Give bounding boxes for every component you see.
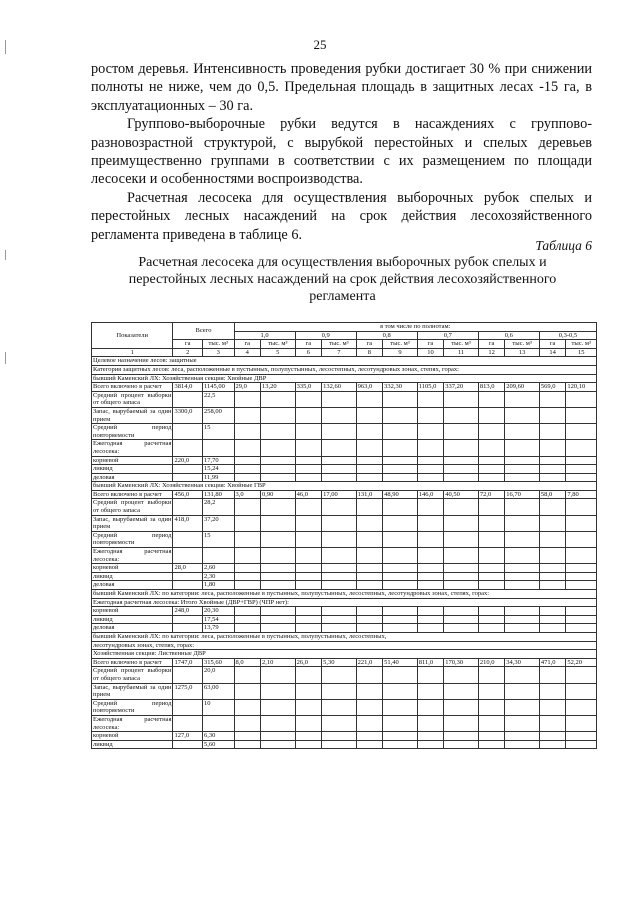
cell: 15: [202, 531, 234, 547]
row-label: Средний процент выборки от общего запаса: [93, 391, 172, 407]
cell: 15,24: [202, 465, 234, 474]
cell: 209,60: [505, 383, 540, 392]
cell: 813,0: [478, 383, 504, 392]
header-unit: га: [478, 340, 504, 349]
cell: 58,0: [539, 490, 565, 499]
table-row: [92, 683, 597, 699]
header-unit: тыс. м³: [202, 340, 234, 349]
table-row: [92, 490, 597, 499]
cell: 37,20: [202, 515, 234, 531]
column-number: 3: [202, 348, 234, 357]
table-row: [92, 615, 597, 624]
row-label: корневой: [92, 607, 173, 616]
cell: 1145,00: [202, 383, 234, 392]
cell: 569,0: [539, 383, 565, 392]
cell: 51,40: [383, 658, 418, 667]
cell: 13,20: [260, 383, 295, 392]
column-number: 14: [539, 348, 565, 357]
header-density: 0,9: [295, 331, 356, 340]
header-unit: тыс. м³: [383, 340, 418, 349]
column-number: 8: [356, 348, 382, 357]
cell: 17,00: [322, 490, 357, 499]
cell: 52,20: [566, 658, 597, 667]
cell: 15: [202, 424, 234, 440]
table-row: [92, 699, 597, 715]
cell: 46,0: [295, 490, 321, 499]
table-row: [92, 473, 597, 482]
header-unit: га: [417, 340, 443, 349]
cell: 3300,0: [173, 407, 203, 423]
column-number: 1: [92, 348, 173, 357]
header-density: 1,0: [234, 331, 295, 340]
table-row: [92, 715, 597, 731]
cell: 132,60: [322, 383, 357, 392]
body-text: [91, 60, 592, 244]
section-heading: Категория защитных лесов: леса, расположенные в пустынных, полупустынных, лесостепных, лесотундровых зонах, степях, горах:: [92, 365, 597, 374]
cell: 5,30: [322, 658, 357, 667]
cell: 11,99: [202, 473, 234, 482]
header-by-density: в том числе по полнотам:: [234, 323, 596, 332]
cell: 34,30: [505, 658, 540, 667]
row-label: Ежегодная расчетная лесосека:: [93, 548, 172, 563]
row-label: Всего включено в расчет: [92, 490, 173, 499]
cell: 3,0: [234, 490, 260, 499]
cell: 16,70: [505, 490, 540, 499]
table-label: Таблица 6: [535, 238, 592, 253]
row-label: корневой: [92, 564, 173, 573]
scan-edge-mark: [5, 250, 6, 260]
row-label: Запас, вырубаемый за один прием: [93, 515, 172, 531]
table-row: [92, 499, 597, 515]
cell: 17,54: [202, 615, 234, 624]
column-number: 4: [234, 348, 260, 357]
header-unit: тыс. м³: [260, 340, 295, 349]
cell: 131,0: [356, 490, 382, 499]
paragraph: Расчетная лесосека для осуществления выборочных рубок спелых и перестойных лесных насаждений на срок действия лесохозяйственного регламента приведена в таблице 6.: [91, 189, 592, 243]
header-unit: тыс. м³: [444, 340, 479, 349]
table-row: [92, 407, 597, 423]
cell: 20,0: [202, 667, 234, 683]
table-title: Расчетная лесосека для осуществления выборочных рубок спелых и перестойных лесных насаждений на срок действия лесохозяйственного регламента: [128, 255, 557, 304]
cell: 131,80: [202, 490, 234, 499]
header-density: 0,6: [478, 331, 539, 340]
table-row: [92, 572, 597, 581]
section-row: [92, 482, 597, 491]
row-label: деловая: [92, 581, 173, 590]
cell: 471,0: [539, 658, 565, 667]
table-row: [92, 465, 597, 474]
row-label: ликвид: [92, 572, 173, 581]
cell: 1,80: [202, 581, 234, 590]
section-heading: Целевое назначение лесов: защитные: [92, 357, 597, 366]
table-row: [92, 624, 597, 633]
cell: 1275,0: [173, 683, 203, 699]
cell: 146,0: [417, 490, 443, 499]
header-unit: га: [173, 340, 203, 349]
cell: [173, 391, 203, 407]
column-number: 15: [566, 348, 597, 357]
row-label: Средний процент выборки от общего запаса: [93, 667, 172, 682]
row-label: корневой: [92, 732, 173, 741]
cell: [173, 424, 203, 440]
cell: 26,0: [295, 658, 321, 667]
cell: 63,00: [202, 683, 234, 699]
cell: 0,90: [260, 490, 295, 499]
cell: 22,5: [202, 391, 234, 407]
row-label: Средний период повторяемости: [93, 424, 172, 439]
column-number: 10: [417, 348, 443, 357]
table-row: [92, 732, 597, 741]
row-label: ликвид: [92, 740, 173, 749]
cell: 40,50: [444, 490, 479, 499]
column-number-row: [92, 348, 597, 357]
table-row: [92, 658, 597, 667]
cell: 6,30: [202, 732, 234, 741]
row-label: Ежегодная расчетная лесосека:: [93, 715, 172, 731]
cell: 72,0: [478, 490, 504, 499]
header-unit: га: [234, 340, 260, 349]
header-total: Всего: [173, 323, 234, 340]
section-row: [92, 374, 597, 383]
cell: 2,30: [202, 572, 234, 581]
cell: 1105,0: [417, 383, 443, 392]
section-row: [92, 650, 597, 659]
section-heading: бывший Каменский ЛХ: Хозяйственная секция: Хвойные ДВР: [92, 374, 597, 383]
section-row: [92, 357, 597, 366]
table-row: [92, 548, 597, 564]
header-density: 0,7: [417, 331, 478, 340]
cell: 17,70: [202, 456, 234, 465]
table-row: [92, 607, 597, 616]
cell: 258,00: [202, 407, 234, 423]
cell: 28,2: [202, 499, 234, 515]
header-unit: тыс. м³: [566, 340, 597, 349]
row-label: ликвид: [92, 615, 173, 624]
paragraph: Группово-выборочные рубки ведутся в насаждениях с группово-разновозрастной структурой, с вырубкой перестойных и спелых деревьев преимущественно группами в соответствии с их размещением по площади лесосеки и особенностями воспроизводства.: [91, 116, 592, 188]
row-label: Ежегодная расчетная лесосека:: [93, 440, 172, 455]
section-row: [92, 641, 597, 650]
section-row: [92, 598, 597, 607]
column-number: 12: [478, 348, 504, 357]
cell: 8,0: [234, 658, 260, 667]
cell: 5,60: [202, 740, 234, 749]
cell: 48,90: [383, 490, 418, 499]
row-label: Средний период повторяемости: [93, 531, 172, 547]
header-unit: га: [356, 340, 382, 349]
cell: 20,30: [202, 607, 234, 616]
row-label: Всего включено в расчет: [92, 383, 173, 392]
cell: 337,20: [444, 383, 479, 392]
table-row: [92, 424, 597, 440]
table-row: [92, 456, 597, 465]
row-label: Средний процент выборки от общего запаса: [93, 499, 172, 515]
table-row: [92, 531, 597, 547]
cell: 335,0: [295, 383, 321, 392]
paragraph: ростом деревья. Интенсивность проведения рубки достигает 30 % при снижении полноты не ниже, чем до 0,5. Предельная площадь в защитных лесах -15 га, в эксплуатационных – 30 га.: [91, 61, 592, 114]
section-heading: бывший Каменский ЛХ: Хозяйственная секция: Хвойные ГВР: [92, 482, 597, 491]
header-unit: га: [539, 340, 565, 349]
row-label: деловая: [92, 624, 173, 633]
cell: 10: [202, 699, 234, 715]
column-number: 11: [444, 348, 479, 357]
column-number: 2: [173, 348, 203, 357]
cell: 220,0: [173, 456, 203, 465]
table-row: [92, 391, 597, 407]
column-number: 9: [383, 348, 418, 357]
row-label: ликвид: [92, 465, 173, 474]
section-heading: лесотундровых зонах, степях, горах:: [92, 641, 597, 650]
cell: 7,80: [566, 490, 597, 499]
table-row: [92, 383, 597, 392]
row-label: Средний период повторяемости: [93, 699, 172, 715]
column-number: 5: [260, 348, 295, 357]
section-row: [92, 590, 597, 599]
header-indicator: Показатели: [92, 323, 173, 349]
scan-edge-mark: [5, 352, 6, 364]
header-density: 0,3-0,5: [539, 331, 596, 340]
section-heading: Ежегодная расчетная лесосека: Итого Хвойные (ДВР+ГВР) (ЧПР нет):: [92, 598, 597, 607]
cell: 170,30: [444, 658, 479, 667]
cell: 332,30: [383, 383, 418, 392]
cell: 13,79: [202, 624, 234, 633]
section-heading: бывший Каменский ЛХ: по категории: леса, расположенные в пустынных, полупустынных, лесостепных, лесотундровых зонах, степях, горах:: [92, 590, 597, 599]
cell: 1747,0: [173, 658, 203, 667]
row-label: деловая: [92, 473, 173, 482]
cell: 2,60: [202, 564, 234, 573]
section-heading: бывший Каменский ЛХ: по категории: леса, расположенные в пустынных, полупустынных, лесостепных,: [92, 632, 597, 641]
column-number: 7: [322, 348, 357, 357]
cell: 29,0: [234, 383, 260, 392]
cell: 210,0: [478, 658, 504, 667]
row-label: корневой: [92, 456, 173, 465]
cell: 3814,0: [173, 383, 203, 392]
cell: 963,0: [356, 383, 382, 392]
page-number: 25: [313, 37, 327, 52]
cell: 811,0: [417, 658, 443, 667]
cell: 2,10: [260, 658, 295, 667]
row-label: Всего включено в расчет: [92, 658, 173, 667]
section-row: [92, 365, 597, 374]
section-row: [92, 632, 597, 641]
cell: 221,0: [356, 658, 382, 667]
cell: 456,0: [173, 490, 203, 499]
header-density: 0,8: [356, 331, 417, 340]
cell: 127,0: [173, 732, 203, 741]
table-row: [92, 740, 597, 749]
column-number: 13: [505, 348, 540, 357]
header-row: [92, 323, 597, 332]
cell: 418,0: [173, 515, 203, 531]
row-label: Запас, вырубаемый за один прием: [93, 407, 172, 423]
header-unit: тыс. м³: [505, 340, 540, 349]
cell: 315,60: [202, 658, 234, 667]
header-unit: га: [295, 340, 321, 349]
table-row: [92, 667, 597, 683]
header-unit: тыс. м³: [322, 340, 357, 349]
cell: 120,10: [566, 383, 597, 392]
column-number: 6: [295, 348, 321, 357]
table-row: [92, 515, 597, 531]
section-heading: Хозяйственная секция: Лиственные ДВР: [92, 650, 597, 659]
table-row: [92, 440, 597, 456]
table-row: [92, 581, 597, 590]
row-label: Запас, вырубаемый за один прием: [93, 683, 172, 699]
allowable-cut-table: [91, 322, 597, 749]
cell: 28,0: [173, 564, 203, 573]
cell: 248,0: [173, 607, 203, 616]
table-row: [92, 564, 597, 573]
